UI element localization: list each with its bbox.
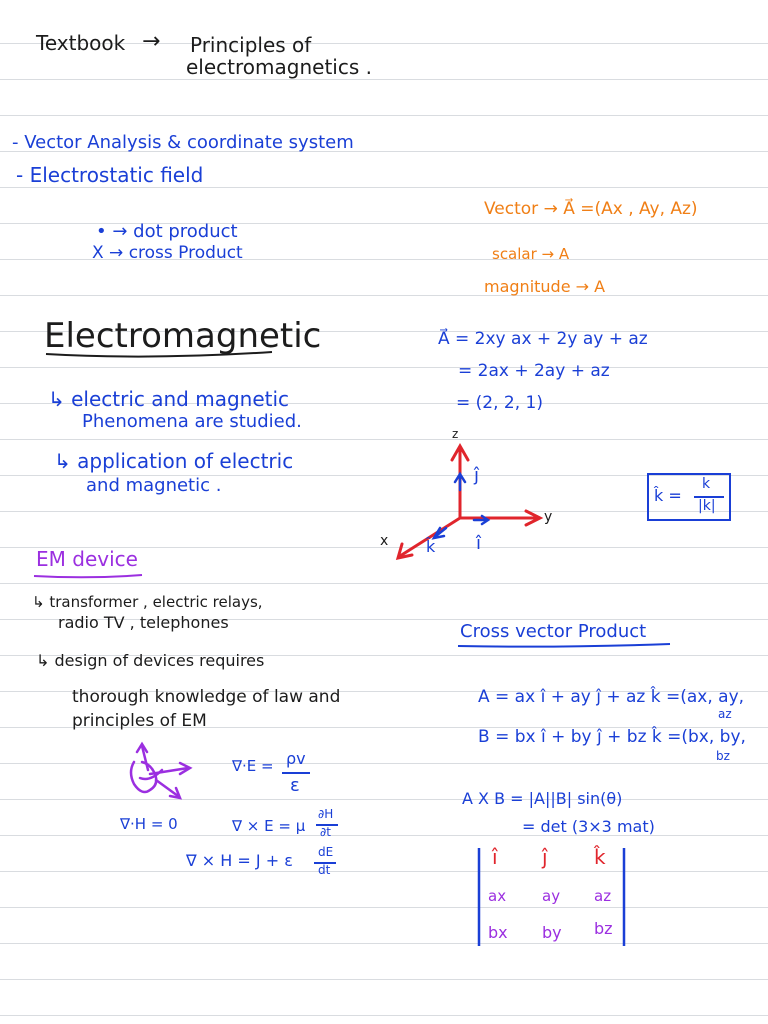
x-axis-label: x bbox=[380, 533, 389, 549]
curl-e-numerator: ∂H bbox=[318, 807, 334, 821]
div-h-equation: ∇·H = 0 bbox=[120, 815, 178, 833]
vector-b-tail: bz bbox=[716, 749, 730, 763]
textbook-title-line2: electromagnetics . bbox=[186, 55, 372, 79]
matrix-az: az bbox=[594, 887, 612, 905]
textbook-arrow: → bbox=[142, 29, 161, 54]
textbook-label: Textbook bbox=[36, 31, 126, 55]
em-device-line2: radio TV , telephones bbox=[58, 613, 229, 632]
em-device-line1: ↳ transformer , electric relays, bbox=[32, 593, 263, 611]
vector-example-line1: A⃗ = 2xy ax + 2y ay + az bbox=[438, 329, 648, 349]
cross-product-heading: Cross vector Product bbox=[460, 621, 647, 642]
determinant-note: = det (3×3 mat) bbox=[522, 817, 655, 836]
z-axis-label: z bbox=[452, 427, 459, 441]
em-device-line4: thorough knowledge of law and bbox=[72, 687, 341, 707]
i-hat-label: î bbox=[476, 533, 482, 554]
vector-example-line2: = 2ax + 2ay + az bbox=[458, 361, 610, 381]
curl-e-denominator: ∂t bbox=[320, 825, 331, 839]
matrix-i-hat: î bbox=[492, 845, 498, 869]
vector-a-definition: A = ax î + ay ĵ + az k̂ =(ax, ay, bbox=[478, 687, 745, 707]
matrix-bx: bx bbox=[488, 923, 508, 942]
scalar-note: scalar → A bbox=[492, 245, 570, 263]
vector-example-line3: = (2, 2, 1) bbox=[456, 393, 543, 413]
matrix-ay: ay bbox=[542, 887, 561, 905]
vector-a-tail: az bbox=[718, 707, 732, 721]
k-hat-label: k̂ bbox=[426, 537, 436, 556]
em-device-heading: EM device bbox=[36, 547, 138, 571]
gauss-law: ∇·E = bbox=[232, 757, 274, 775]
em-device-line5: principles of EM bbox=[72, 711, 207, 731]
dot-product-note: • → dot product bbox=[96, 221, 238, 242]
matrix-j-hat: ĵ bbox=[542, 845, 548, 869]
cross-product-note: X → cross Product bbox=[92, 243, 243, 263]
cross-product-formula: A X B = |A||B| sin(θ) bbox=[462, 789, 623, 808]
y-axis-label: y bbox=[544, 509, 553, 525]
matrix-k-hat: k̂ bbox=[594, 845, 606, 869]
curl-e-equation: ∇ × E = μ bbox=[232, 817, 306, 835]
unit-vector-lhs: k̂ = bbox=[654, 486, 682, 505]
em-point2-line1: ↳ application of electric bbox=[54, 449, 294, 473]
topic-vector-analysis: - Vector Analysis & coordinate system bbox=[12, 132, 354, 153]
j-hat-label: ĵ bbox=[474, 465, 480, 486]
em-point1-line2: Phenomena are studied. bbox=[82, 411, 302, 432]
topic-electrostatic: - Electrostatic field bbox=[16, 163, 204, 187]
em-point1-line1: ↳ electric and magnetic bbox=[48, 387, 290, 411]
em-device-line3: ↳ design of devices requires bbox=[36, 651, 265, 670]
curl-h-numerator: dE bbox=[318, 845, 334, 859]
curl-h-denominator: dt bbox=[318, 863, 331, 877]
unit-vector-numerator: k bbox=[702, 476, 711, 492]
matrix-bz: bz bbox=[594, 919, 613, 938]
matrix-ax: ax bbox=[488, 887, 507, 905]
magnitude-note: magnitude → A bbox=[484, 277, 606, 296]
vector-note: Vector → A⃗ =(Ax , Ay, Az) bbox=[484, 199, 698, 219]
unit-vector-denominator: |k| bbox=[698, 498, 716, 514]
gauss-law-denominator: ε bbox=[290, 775, 300, 796]
em-point2-line2: and magnetic . bbox=[86, 475, 222, 496]
textbook-title-line1: Principles of bbox=[190, 33, 312, 57]
matrix-by: by bbox=[542, 923, 562, 942]
page-heading: Electromagnetic bbox=[44, 316, 322, 356]
vector-b-definition: B = bx î + by ĵ + bz k̂ =(bx, by, bbox=[478, 727, 746, 747]
curl-h-equation: ∇ × H = J + ε bbox=[186, 851, 293, 870]
gauss-law-numerator: ρv bbox=[286, 749, 306, 768]
